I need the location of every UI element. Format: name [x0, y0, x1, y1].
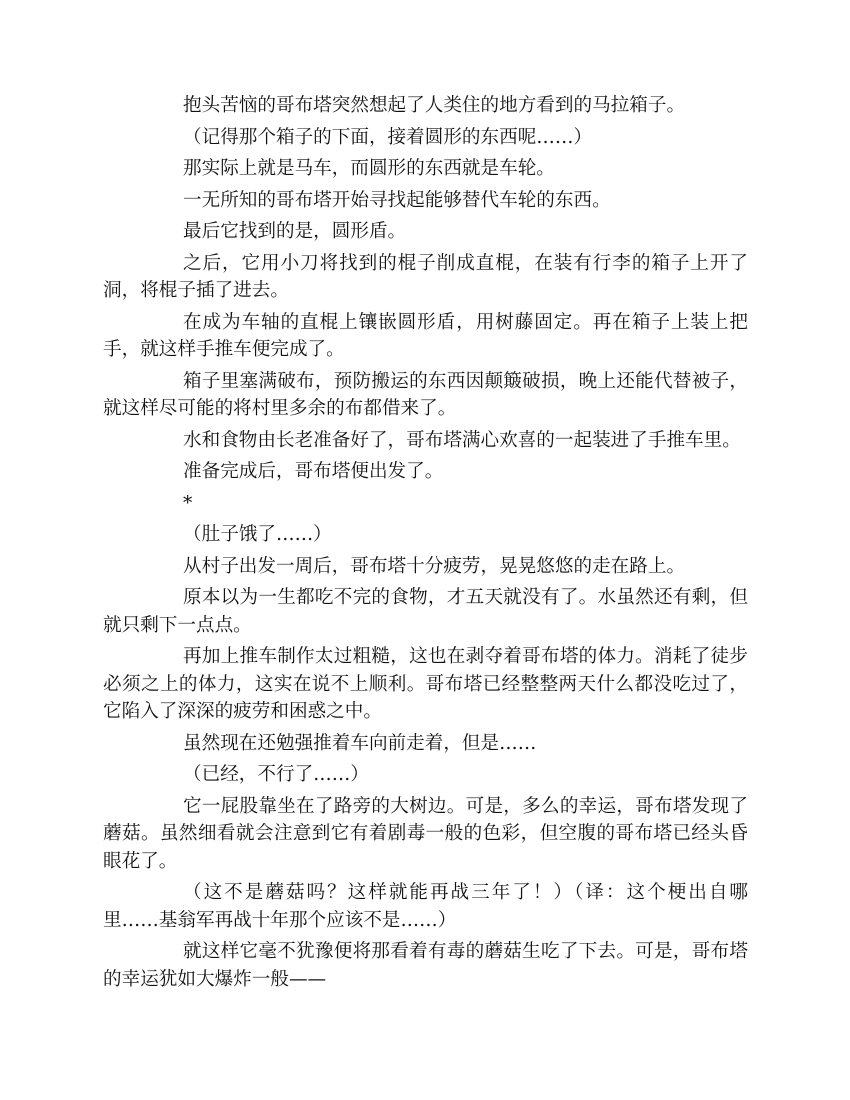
paragraph: 虽然现在还勉强推着车向前走着，但是……: [183, 732, 537, 754]
paragraph: （这不是蘑菇吗？这样就能再战三年了！）（译：这个梗出自哪里……基翁军再战十年那个应该不是……）: [103, 882, 748, 931]
paragraph: 箱子里塞满破布，预防搬运的东西因颠簸破损，晚上还能代替被子，就这样尽可能的将村里多余的布都借来了。: [103, 370, 748, 419]
document-body: [103, 92, 748, 997]
paragraph: 再加上推车制作太过粗糙，这也在剥夺着哥布塔的体力。消耗了徒步必须之上的体力，这实在说不上顺利。哥布塔已经整整两天什么都没吃过了，它陷入了深深的疲劳和困惑之中。: [103, 646, 748, 722]
section-separator: *: [183, 492, 193, 514]
paragraph: 它一屁股靠坐在了路旁的大树边。可是，多么的幸运，哥布塔发现了蘑菇。虽然细看就会注意到它有着剧毒一般的色彩，但空腹的哥布塔已经头昏眼花了。: [103, 795, 748, 872]
paragraph: 抱头苦恼的哥布塔突然想起了人类住的地方看到的马拉箱子。: [183, 95, 686, 116]
paragraph: 一无所知的哥布塔开始寻找起能够替代车轮的东西。: [183, 189, 611, 211]
paragraph: 准备完成后，哥布塔便出发了。: [183, 461, 444, 482]
paragraph: 原本以为一生都吃不完的食物，才五天就没有了。水虽然还有剩，但就只剩下一点点。: [103, 587, 748, 636]
paragraph: （肚子饿了……）: [183, 524, 332, 545]
paragraph: 在成为车轴的直棍上镶嵌圆形盾，用树藤固定。再在箱子上装上把手，就这样手推车便完成了。: [103, 311, 748, 360]
paragraph: 那实际上就是马车，而圆形的东西就是车轮。: [183, 158, 555, 179]
paragraph: 就这样它毫不犹豫便将那看着有毒的蘑菇生吃了下去。可是，哥布塔的幸运犹如大爆炸一般——: [103, 941, 748, 990]
paragraph: 最后它找到的是，圆形盾。: [183, 221, 407, 242]
paragraph: （记得那个箱子的下面，接着圆形的东西呢……）: [183, 126, 593, 148]
paragraph: （已经，不行了……）: [183, 764, 369, 785]
paragraph: 水和食物由长老准备好了，哥布塔满心欢喜的一起装进了手推车里。: [183, 429, 741, 451]
paragraph: 从村子出发一周后，哥布塔十分疲劳，晃晃悠悠的走在路上。: [183, 555, 686, 577]
paragraph: 之后，它用小刀将找到的棍子削成直棍，在装有行李的箱子上开了洞，将棍子插了进去。: [103, 252, 748, 301]
